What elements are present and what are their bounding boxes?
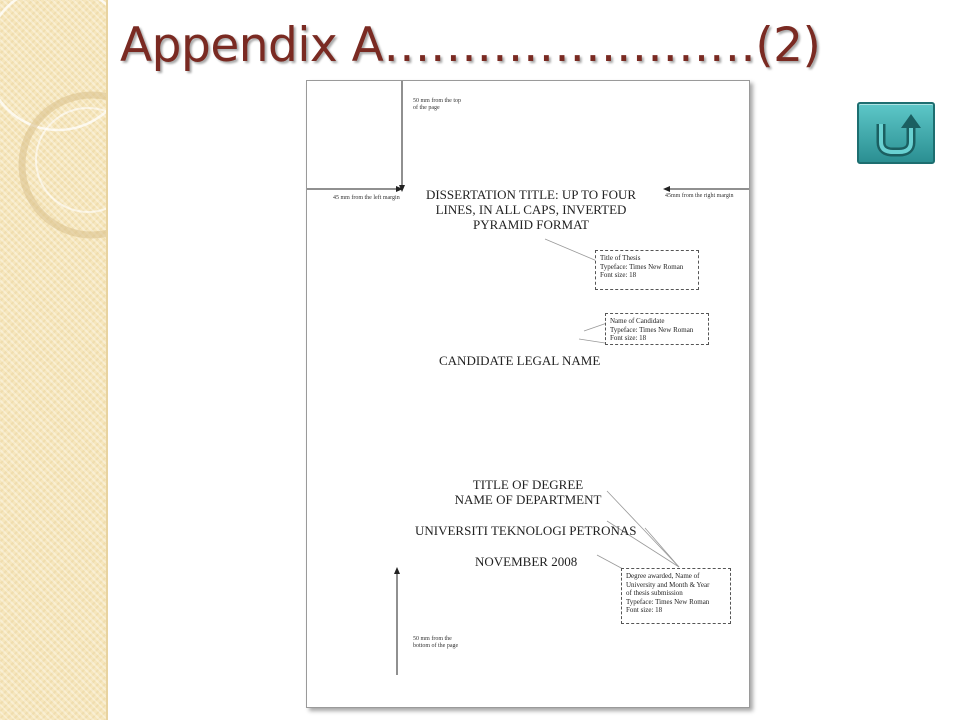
dissertation-title: DISSERTATION TITLE: UP TO FOUR LINES, IN ALL CAPS, INVERTED PYRAMID FORMAT (425, 187, 637, 232)
title-format-note: Title of Thesis Typeface: Times New Roman Font size: 18 (595, 250, 699, 290)
top-margin-note: 50 mm from the top of the page (413, 98, 461, 111)
back-button[interactable] (857, 102, 935, 164)
right-margin-note: 45mm from the right margin (665, 193, 734, 199)
decorative-rings (0, 0, 106, 720)
candidate-format-note: Name of Candidate Typeface: Times New Roman Font size: 18 (605, 313, 709, 345)
slide-title: Appendix A……………………(2) (120, 18, 821, 73)
degree-format-note: Degree awarded, Name of University and Month & Year of thesis submission Typeface: Times New Roman Font size: 18 (621, 568, 731, 624)
thesis-cover-page (306, 80, 750, 708)
candidate-legal-name: CANDIDATE LEGAL NAME (439, 353, 601, 368)
university-name: UNIVERSITI TEKNOLOGI PETRONAS (415, 523, 637, 538)
decorative-sidebar (0, 0, 108, 720)
submission-date: NOVEMBER 2008 (475, 554, 578, 569)
degree-and-department: TITLE OF DEGREE NAME OF DEPARTMENT (454, 477, 602, 507)
u-turn-back-arrow-icon (859, 104, 933, 162)
left-margin-note: 45 mm from the left margin (333, 195, 400, 201)
bottom-margin-note: 50 mm from the bottom of the page (413, 636, 459, 649)
